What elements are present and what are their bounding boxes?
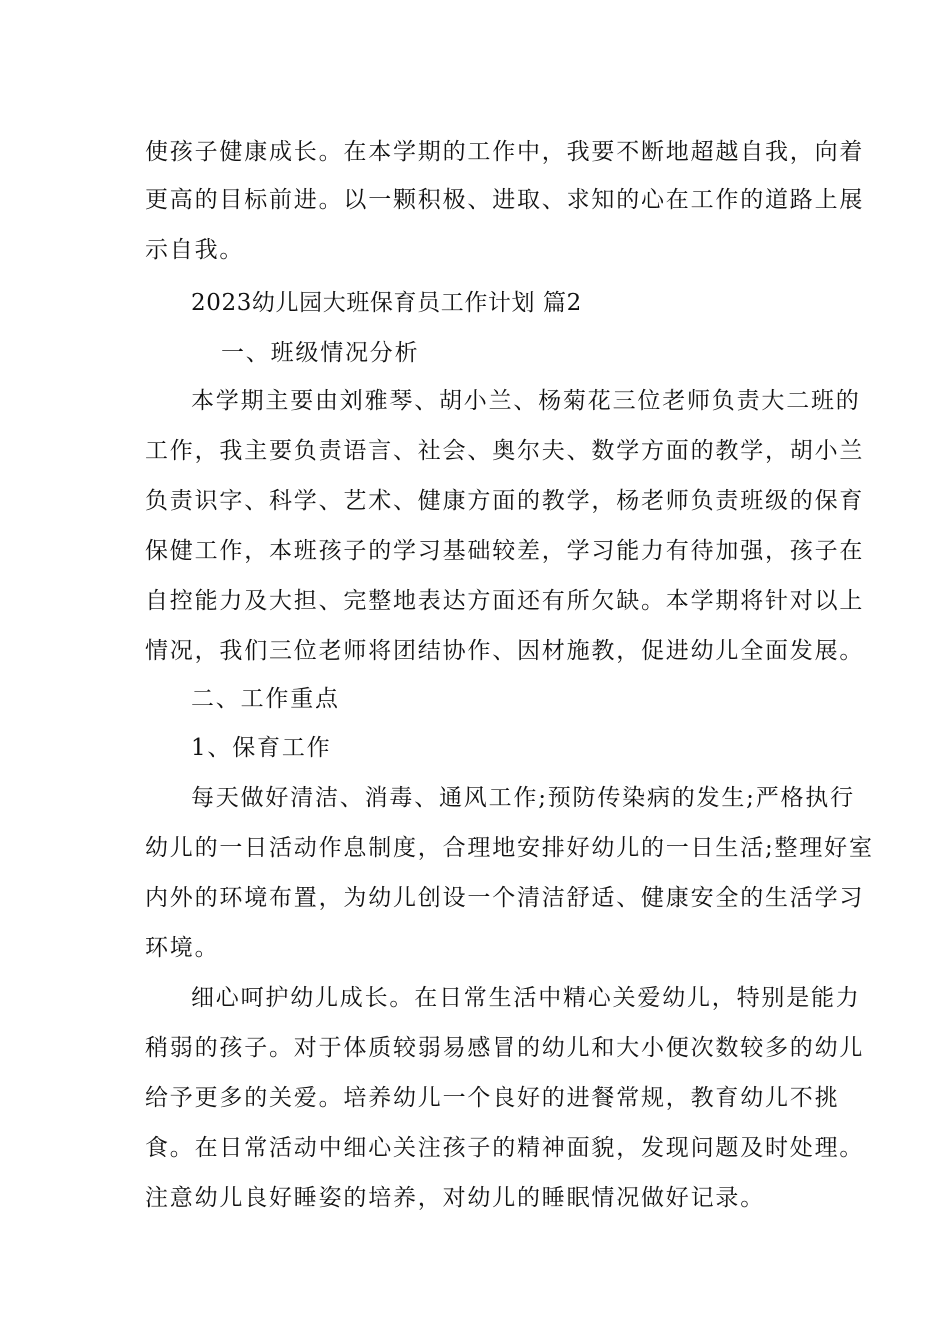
paragraph-line: 食。在日常活动中细心关注孩子的精神面貌，发现问题及时处理。 xyxy=(145,1135,865,1161)
paragraph-line: 稍弱的孩子。对于体质较弱易感冒的幼儿和大小便次数较多的幼儿 xyxy=(145,1035,865,1061)
paragraph-line: 负责识字、科学、艺术、健康方面的教学，杨老师负责班级的保育 xyxy=(145,488,865,514)
section-heading: 一、班级情况分析 xyxy=(221,340,420,366)
paragraph-line: 给予更多的关爱。培养幼儿一个良好的进餐常规，教育幼儿不挑 xyxy=(145,1085,840,1111)
paragraph-line: 工作，我主要负责语言、社会、奥尔夫、数学方面的教学，胡小兰 xyxy=(145,438,865,464)
paragraph-line: 使孩子健康成长。在本学期的工作中，我要不断地超越自我，向着 xyxy=(145,139,865,165)
paragraph-line: 内外的环境布置，为幼儿创设一个清洁舒适、健康安全的生活学习 xyxy=(145,885,865,911)
paragraph-line: 更高的目标前进。以一颗积极、进取、求知的心在工作的道路上展 xyxy=(145,187,865,213)
paragraph-line: 情况，我们三位老师将团结协作、因材施教，促进幼儿全面发展。 xyxy=(145,638,865,664)
paragraph-line: 本学期主要由刘雅琴、胡小兰、杨菊花三位老师负责大二班的 xyxy=(191,388,861,414)
section-heading: 二、工作重点 xyxy=(191,686,340,712)
paragraph-line: 每天做好清洁、消毒、通风工作;预防传染病的发生;严格执行 xyxy=(191,785,855,811)
section-title: 2023幼儿园大班保育员工作计划 篇2 xyxy=(191,290,582,316)
paragraph-line: 细心呵护幼儿成长。在日常生活中精心关爱幼儿，特别是能力 xyxy=(191,985,861,1011)
paragraph-line: 示自我。 xyxy=(145,237,245,263)
paragraph-line: 幼儿的一日活动作息制度，合理地安排好幼儿的一日生活;整理好室 xyxy=(145,835,874,861)
paragraph-line: 保健工作，本班孩子的学习基础较差，学习能力有待加强，孩子在 xyxy=(145,538,865,564)
subsection-heading: 1、保育工作 xyxy=(191,735,332,761)
paragraph-line: 自控能力及大担、完整地表达方面还有所欠缺。本学期将针对以上 xyxy=(145,588,865,614)
paragraph-line: 注意幼儿良好睡姿的培养，对幼儿的睡眠情况做好记录。 xyxy=(145,1185,765,1211)
paragraph-line: 环境。 xyxy=(145,935,220,961)
